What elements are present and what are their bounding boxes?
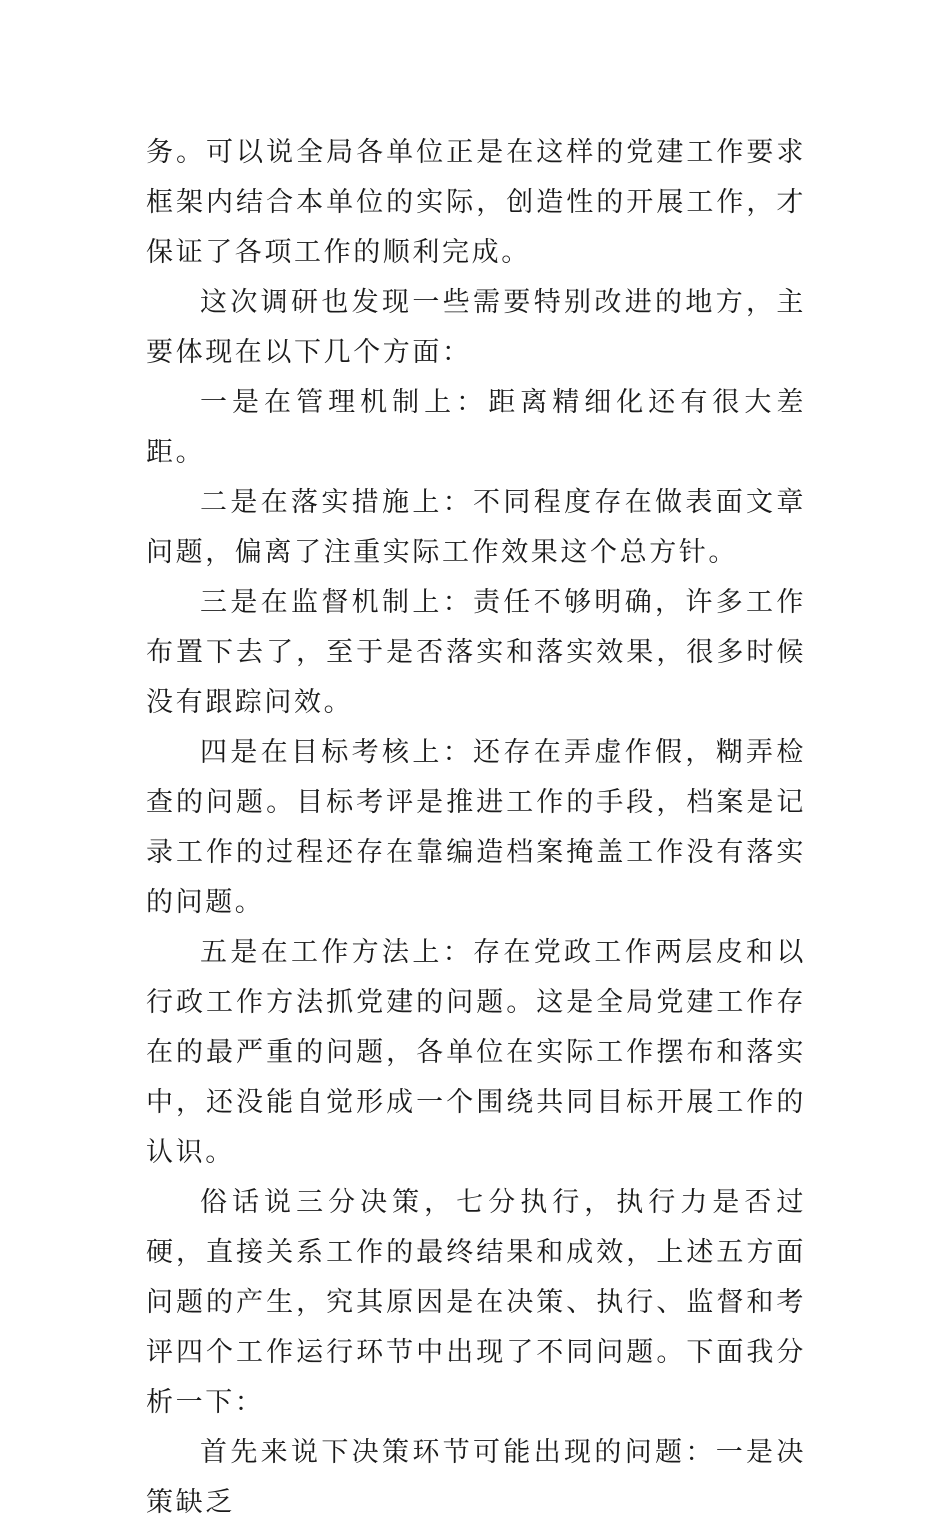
paragraph: 四是在目标考核上：还存在弄虚作假，糊弄检查的问题。目标考评是推进工作的手段，档案是记录工作的过程还存在靠编造档案掩盖工作没有落实的问题。: [146, 737, 806, 918]
paragraph: 首先来说下决策环节可能出现的问题：一是决策缺乏: [146, 1437, 806, 1518]
document-body: [146, 128, 806, 1528]
paragraph: 俗话说三分决策，七分执行，执行力是否过硬，直接关系工作的最终结果和成效，上述五方面问题的产生，究其原因是在决策、执行、监督和考评四个工作运行环节中出现了不同问题。下面我分析一下：: [146, 1187, 806, 1418]
paragraph: 务。可以说全局各单位正是在这样的党建工作要求框架内结合本单位的实际，创造性的开展工作，才保证了各项工作的顺利完成。: [146, 137, 806, 268]
paragraph: 五是在工作方法上：存在党政工作两层皮和以行政工作方法抓党建的问题。这是全局党建工作存在的最严重的问题，各单位在实际工作摆布和落实中，还没能自觉形成一个围绕共同目标开展工作的认识。: [146, 937, 806, 1168]
paragraph: 这次调研也发现一些需要特别改进的地方，主要体现在以下几个方面：: [146, 287, 806, 368]
paragraph: 三是在监督机制上：责任不够明确，许多工作布置下去了，至于是否落实和落实效果，很多时候没有跟踪问效。: [146, 587, 806, 718]
paragraph: 一是在管理机制上：距离精细化还有很大差距。: [146, 387, 806, 468]
paragraph: 二是在落实措施上：不同程度存在做表面文章问题，偏离了注重实际工作效果这个总方针。: [146, 487, 806, 568]
